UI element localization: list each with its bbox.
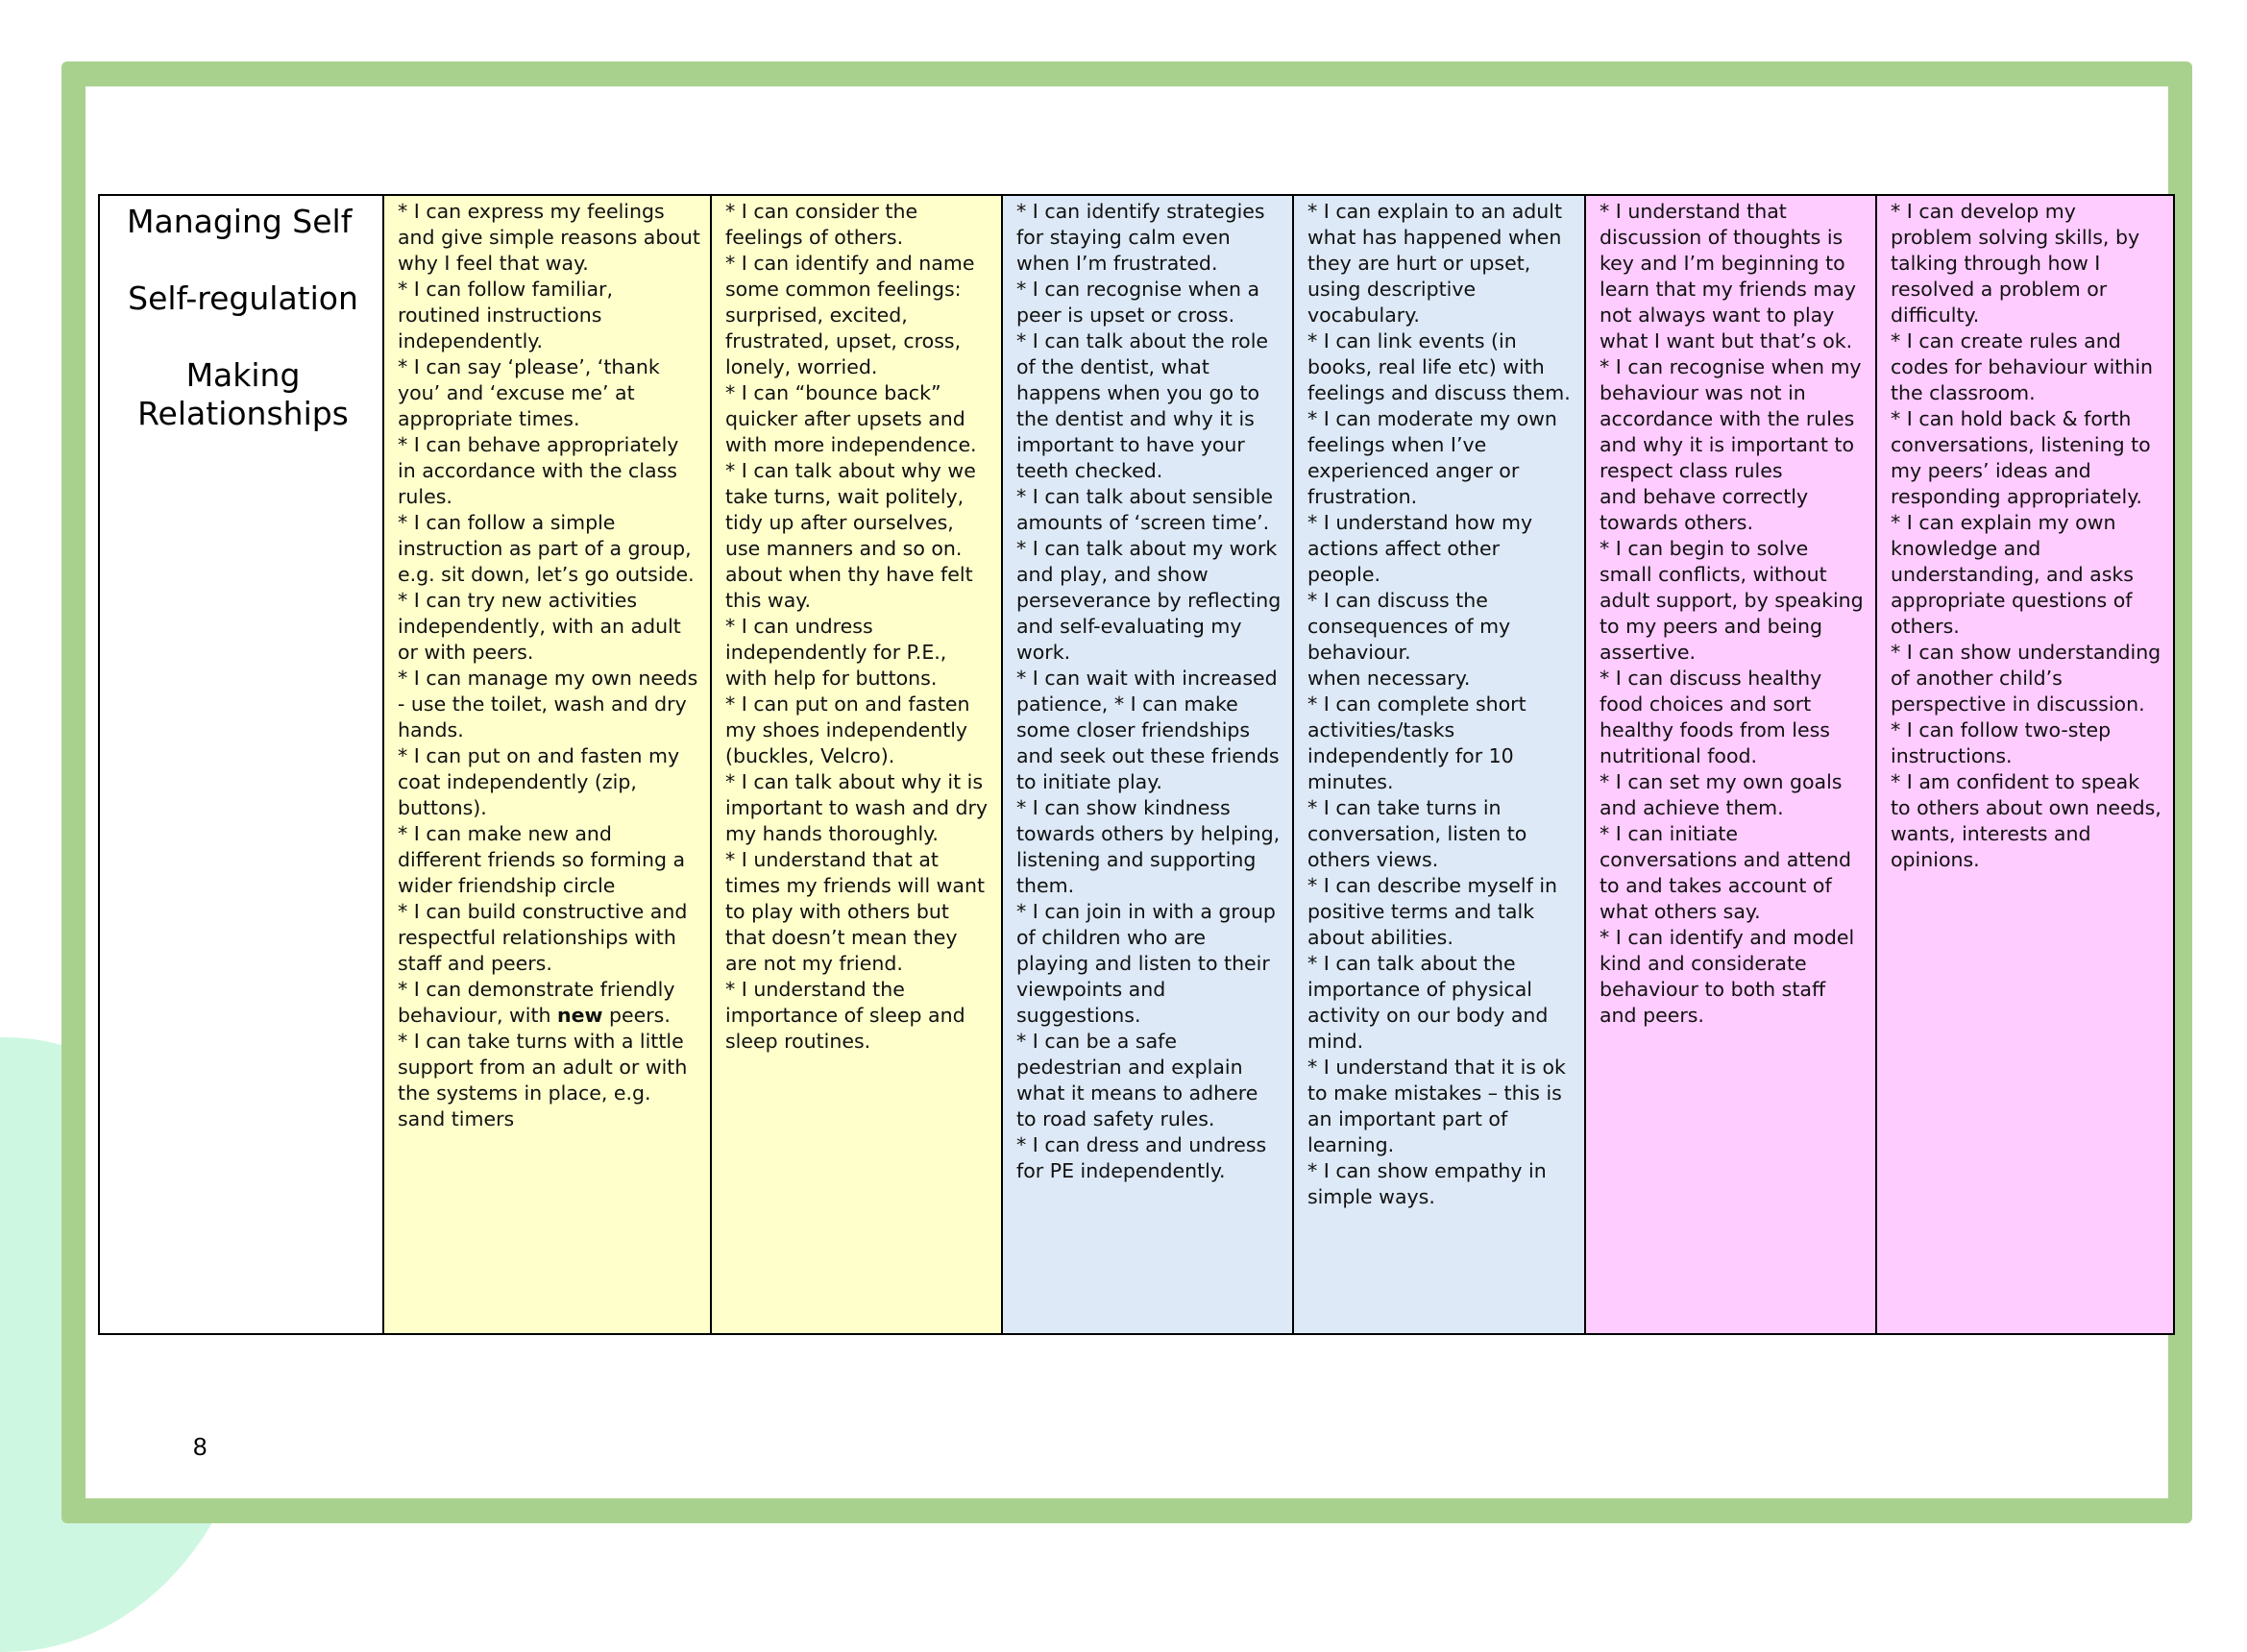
column-6 (1876, 195, 2174, 1334)
statement-item: * I can describe myself in positive terms and talk about abilities. (1307, 874, 1558, 949)
statement-item: * I can hold back & forth conversations, listening to my peers’ ideas and responding appropriately. (1891, 407, 2151, 508)
statement-item: * I can follow familiar, routined instructions independently. (398, 278, 613, 352)
statement-item: * I can develop my problem solving skills, by talking through how I resolved a problem or difficulty. (1891, 200, 2140, 327)
statement-item: * I can identify and model kind and considerate behaviour to both staff and peers. (1600, 926, 1855, 1027)
statement-item: * I can talk about my work and play, and show perseverance by reflecting and self-evaluating my work. (1016, 537, 1282, 664)
statement-item: * I can identify strategies for staying calm even when I’m frustrated. (1016, 200, 1265, 275)
column-2 (711, 195, 1002, 1334)
statement-item: * I can set my own goals and achieve them. (1600, 770, 1843, 819)
statement-item: * I can identify and name some common feelings: surprised, excited, frustrated, upset, cross, lonely, worried. (725, 252, 975, 378)
statement-item: * I can make new and different friends so forming a wider friendship circle (398, 822, 686, 897)
statement-item: * I can follow two-step instructions. (1891, 718, 2112, 767)
statement-item: * I can express my feelings and give simple reasons about why I feel that way. (398, 200, 700, 275)
statement-item: * I can be a safe pedestrian and explain what it means to adhere to road safety rules. (1016, 1030, 1258, 1130)
statement-item: * I can behave appropriately in accordance with the class rules. (398, 433, 679, 508)
statement-item: * I can explain my own knowledge and understanding, and asks appropriate questions of others. (1891, 511, 2134, 638)
statement-item: * I can complete short activities/tasks independently for 10 minutes. (1307, 692, 1526, 793)
statement-item: * I am confident to speak to others about own needs, wants, interests and opinions. (1891, 770, 2162, 871)
statement-item: * I can follow a simple instruction as part of a group, e.g. sit down, let’s go outside. (398, 511, 695, 586)
statement-item: * I can recognise when a peer is upset or cross. (1016, 278, 1260, 327)
statement-item: * I can show understanding of another child’s perspective in discussion. (1891, 641, 2162, 716)
column-5 (1585, 195, 1876, 1334)
statement-item: * I can talk about why we take turns, wait politely, tidy up after ourselves, use manners and so on. (725, 459, 976, 560)
statement-item: * I can take turns in conversation, listen to others views. (1307, 796, 1527, 871)
statement-item: * I can take turns with a little support from an adult or with the systems in place, e.g. sand timers (398, 1030, 688, 1130)
statement-item: * I understand that it is ok to make mistakes – this is an important part of learning. (1307, 1056, 1566, 1156)
area-cell (99, 195, 383, 1334)
statement-item: * I can explain to an adult what has happened when they are hurt or upset, using descriptive vocabulary. (1307, 200, 1562, 327)
statement-item: * I can say ‘please’, ‘thank you’ and ‘excuse me’ at appropriate times. (398, 355, 660, 430)
statement-item: * I can recognise when my behaviour was not in accordance with the rules and why it is important to respect class rules (1600, 355, 1862, 482)
statement-item: * I can talk about sensible amounts of ‘screen time’. (1016, 485, 1274, 534)
statement-item: * I can create rules and codes for behaviour within the classroom. (1891, 329, 2154, 404)
statement-item: * I can dress and undress for PE independently. (1016, 1133, 1267, 1182)
statement-item: * I can put on and fasten my coat independently (zip, buttons). (398, 744, 680, 819)
statement-item: * I can consider the feelings of others. (725, 200, 918, 249)
statement-item: * I can manage my own needs - use the toilet, wash and dry hands. (398, 667, 698, 741)
statement-item: * I can discuss the consequences of my behaviour. (1307, 589, 1511, 664)
column-1 (383, 195, 711, 1334)
statement-item: * I can build constructive and respectful relationships with staff and peers. (398, 900, 688, 975)
statement-item: about when thy have felt this way. (725, 563, 973, 612)
statement-item: when necessary. (1307, 667, 1471, 690)
area-title: Managing Self (127, 203, 353, 240)
statement-item: * I understand the importance of sleep and sleep routines. (725, 978, 965, 1053)
statement-item: * I can begin to solve small conflicts, without adult support, by speaking to my peers and being assertive. (1600, 537, 1864, 664)
emphasis-new: new (557, 1004, 603, 1027)
statement-item: and behave correctly towards others. (1600, 485, 1809, 534)
statement-item: * I can “bounce back” quicker after upsets and with more independence. (725, 381, 977, 456)
statement-item: * I can try new activities independently, with an adult or with peers. (398, 589, 681, 664)
statement-item: * I can demonstrate friendly behaviour, with new peers. (398, 978, 675, 1027)
area-subtitle-self-regulation: Self-regulation (128, 279, 358, 317)
statement-item: * I understand how my actions affect other people. (1307, 511, 1533, 586)
column-4 (1293, 195, 1585, 1334)
statement-item: * I can show kindness towards others by helping, listening and supporting them. (1016, 796, 1281, 897)
table-row (99, 195, 2174, 1334)
statement-item: * I can show empathy in simple ways. (1307, 1159, 1547, 1208)
statement-item: * I understand that at times my friends will want to play with others but that doesn’t mean they are not my friend. (725, 848, 986, 975)
statement-item: * I can undress independently for P.E., with help for buttons. (725, 615, 947, 690)
statement-item: * I can discuss healthy food choices and sort healthy foods from less nutritional food. (1600, 667, 1830, 767)
statement-item: * I can put on and fasten my shoes independently (buckles, Velcro). (725, 692, 970, 767)
page-number: 8 (193, 1432, 208, 1461)
statement-item: * I can moderate my own feelings when I’ve experienced anger or frustration. (1307, 407, 1557, 508)
statement-item: * I can link events (in books, real life etc) with feelings and discuss them. (1307, 329, 1571, 404)
statement-item: * I understand that discussion of thoughts is key and I’m beginning to learn that my friends may not always want to play what I want but that’s ok. (1600, 200, 1857, 352)
statement-item: * I can talk about the role of the dentist, what happens when you go to the dentist and why it is important to have your teeth checked. (1016, 329, 1269, 482)
column-3 (1002, 195, 1293, 1334)
statement-item: * I can initiate conversations and attend to and takes account of what others say. (1600, 822, 1852, 923)
statement-item: * I can join in with a group of children who are playing and listen to their viewpoints and suggestions. (1016, 900, 1276, 1027)
curriculum-table (98, 194, 2175, 1335)
statement-item: * I can talk about why it is important to wash and dry my hands thoroughly. (725, 770, 989, 845)
area-subtitle-making-relationships: Making Relationships (137, 356, 349, 432)
statement-item: * I can talk about the importance of physical activity on our body and mind. (1307, 952, 1549, 1053)
statement-item: * I can wait with increased patience, * I can make some closer friendships and seek out these friends to initiate play. (1016, 667, 1280, 793)
